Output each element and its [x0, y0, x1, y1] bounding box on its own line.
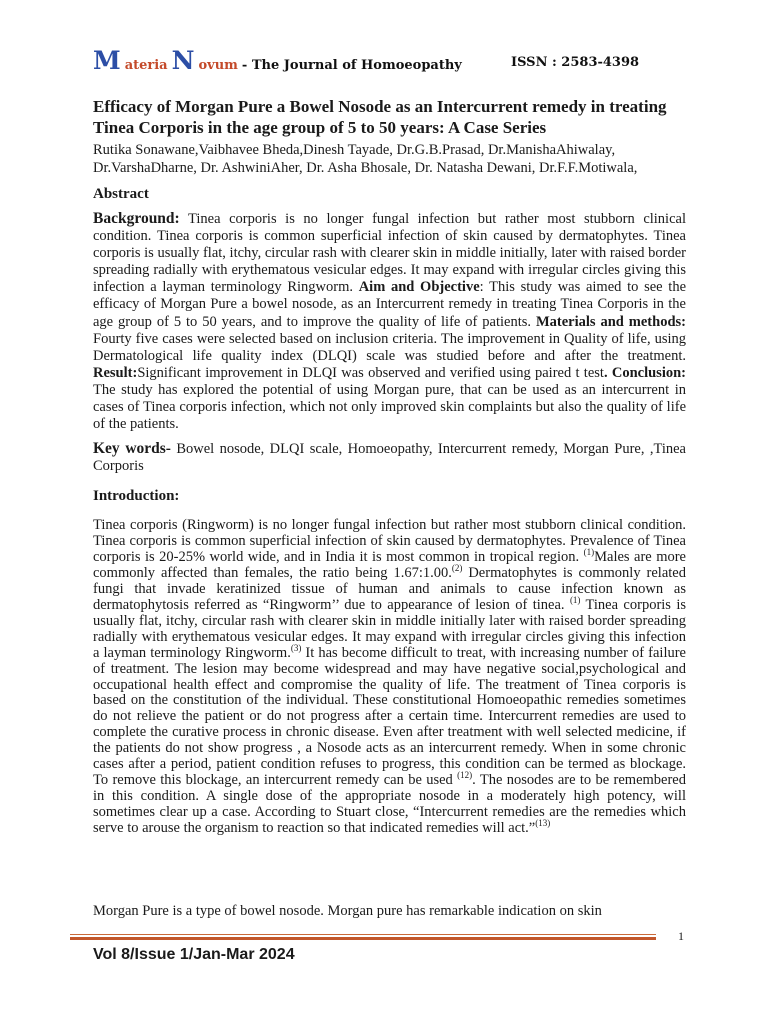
- introduction-paragraph-1: [93, 518, 686, 837]
- abstract-body: [93, 210, 686, 433]
- aim-text: : This study was aimed to see the efficacy of Morgan Pure a bowel nosode, as an Intercurrent remedy in treating Tinea Corporis in the age group of 5 to 50 years, and to improve the quality of life of patients.: [93, 279, 686, 330]
- background-label: Background:: [93, 210, 180, 227]
- conclusion-text: The study has explored the potential of using Morgan pure, that can be used as an intercurrent in cases of Tinea corporis infection, which not only improved skin complaints but also the quality of life of the patients.: [93, 381, 686, 433]
- citation-ref: (13): [535, 818, 551, 829]
- footer-rule: [70, 934, 656, 935]
- journal-name: - The Journal of Homoeopathy: [241, 58, 462, 73]
- intro-text-a: Tinea corporis (Ringworm) is no longer fungal infection but rather most stubborn clinical condition. Tinea corporis is common superficial infection of skin caused by dermatophytes. Prevalence of Tinea corporis is 20-25% world wide, and in India it is most common in tropical region.: [93, 517, 686, 565]
- methods-text: Fourty five cases were selected based on inclusion criteria. The improvement in Quality of life, using Dermatological life quality index (DLQI) scale was studied before and after the treatment.: [93, 330, 686, 364]
- logo-letter-n: N: [171, 46, 195, 75]
- conclusion-label: Conclusion:: [607, 364, 686, 381]
- intro-text-d: Tinea corporis is usually flat, itchy, circular rash with clearer skin in middle initially later with raised border spreading radially with erythematous vesicular edges. It may expand with irregular circles giving this infection a layman terminology Ringworm.: [93, 596, 686, 661]
- authors-line-2: Dr.VarshaDharne, Dr. AshwiniAher, Dr. Asha Bhosale, Dr. Natasha Dewani, Dr.F.F.Motiwala,: [93, 160, 638, 176]
- logo-word-ateria: ateria: [124, 58, 168, 73]
- citation-ref: (2): [451, 563, 463, 574]
- background-text: Tinea corporis is no longer fungal infection but rather most stubborn clinical condition. Tinea corporis is common superficial infection of skin caused by dermatophytes. Tinea corporis is usually flat, itchy, circular rash with clearer skin in middle initially, later with raised border spreading radially with erythematous vesicular edges. It may expand with irregular circles giving this infection a layman terminology Ringworm.: [93, 211, 686, 296]
- intro-text-c: Dermatophytes is commonly related fungi that invade keratinized tissue of human and animals to cause infection known as dermatophytosis referred as “Ringworm’’ due to appearance of lesion of tinea.: [93, 564, 686, 613]
- result-text: Significant improvement in DLQI was observed and verified using paired t test: [137, 364, 604, 381]
- logo-letter-m: M: [93, 46, 121, 75]
- citation-ref: (12): [457, 770, 473, 781]
- keywords: [93, 440, 686, 475]
- logo-word-ovum: ovum: [198, 58, 238, 73]
- volume-issue: Vol 8/Issue 1/Jan-Mar 2024: [93, 946, 295, 963]
- methods-label: Materials and methods:: [535, 313, 686, 330]
- authors-line-1: Rutika Sonawane,Vaibhavee Bheda,Dinesh Tayade, Dr.G.B.Prasad, Dr.ManishaAhiwalay,: [93, 142, 616, 158]
- author-list: [93, 141, 689, 177]
- aim-label: Aim and Objective: [358, 279, 480, 296]
- journal-header: [93, 46, 693, 76]
- intro-text-e: It has become difficult to treat, with increasing number of failure of treatment. The lesion may become widespread and may have negative social,psychological and occupational health effect and compromise the quality of life. The treatment of Tinea corporis is based on the constitution of the individual. These constitutional Homoeopathic remedies sometimes do not relieve the patient or do not progress after a certain time. Intercurrent remedies are used to complete the curative process in chronic disease. Even after treatment with well selected medicine, if the patients do not show progress , a Nosode acts as an intercurrent remedy. When in some chronic cases after a period, patient condition refuses to progress, this condition can be termed as blockage. To remove this blockage, an intercurrent remedy can be used: [93, 644, 686, 789]
- result-label: Result:: [93, 364, 138, 381]
- citation-ref: (1): [583, 547, 595, 558]
- page-number: 1: [678, 929, 684, 943]
- keywords-text: Bowel nosode, DLQI scale, Homoeopathy, Intercurrent remedy, Morgan Pure, ,Tinea Corporis: [93, 441, 686, 475]
- issn-number: ISSN : 2583-4398: [511, 55, 640, 70]
- paper-title: Efficacy of Morgan Pure a Bowel Nosode as an Intercurrent remedy in treating Tinea Corporis in the age group of 5 to 50 years: A Case Series: [93, 97, 667, 137]
- citation-ref: (1): [569, 594, 581, 605]
- abstract-heading: Abstract: [93, 186, 149, 202]
- citation-ref: (3): [290, 642, 302, 653]
- keywords-label: Key words-: [93, 440, 171, 457]
- introduction-paragraph-2: Morgan Pure is a type of bowel nosode. Morgan pure has remarkable indication on skin: [93, 903, 602, 919]
- introduction-heading: Introduction:: [93, 488, 180, 504]
- footer-rule-thick: [70, 937, 656, 940]
- intro-text-f: . The nosodes are to be remembered in this condition. A single dose of the appropriate nosode in a moderately high potency, will sometimes clear up a case. According to Stuart close, “Intercurrent remedies are the remedies which serve to arouse the organism to reaction so that indicated remedies will act.”: [93, 772, 686, 837]
- intro-text-b: Males are more commonly affected than females, the ratio being 1.67:1.00.: [93, 548, 686, 581]
- result-period: .: [603, 364, 608, 381]
